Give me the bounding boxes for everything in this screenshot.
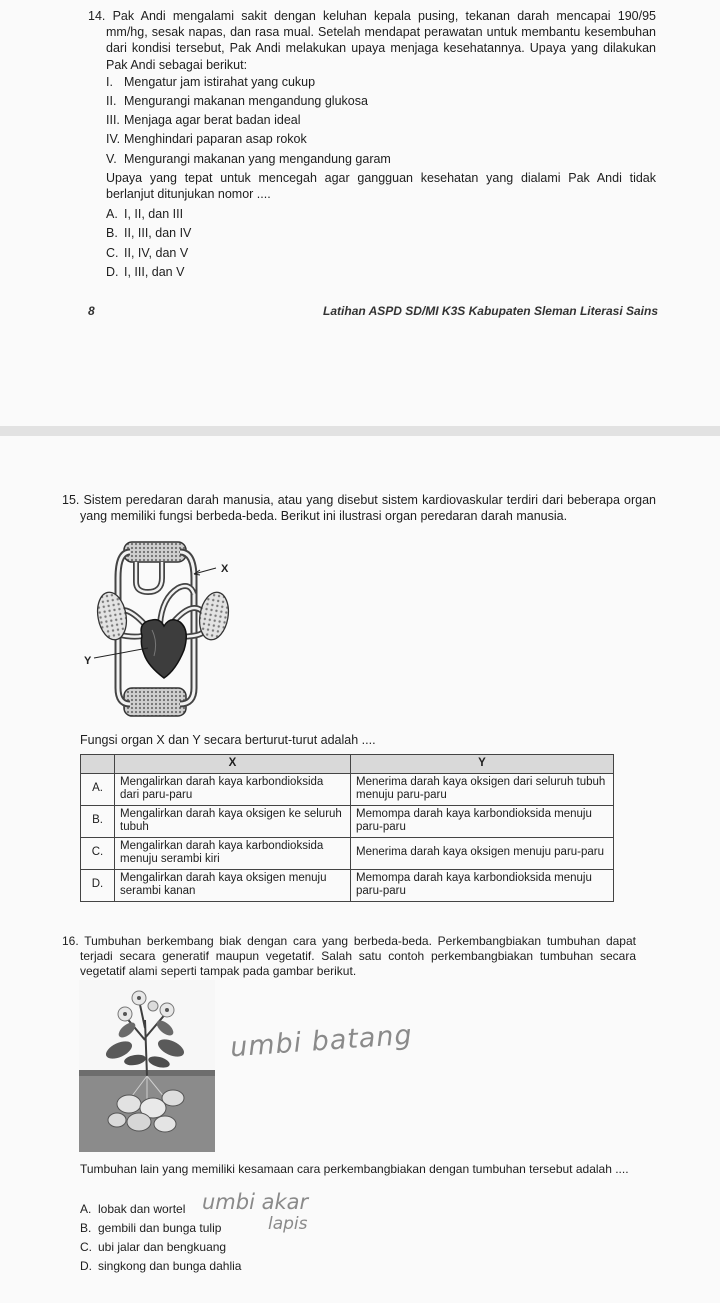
page-divider	[0, 426, 720, 436]
option-a[interactable]: A. I, II, dan III	[106, 207, 184, 222]
table-header-x: X	[115, 755, 351, 774]
question-15	[62, 492, 656, 524]
option-x: Mengalirkan darah kaya karbondioksida menuju serambi kiri	[115, 837, 351, 869]
list-item: IV. Menghindari paparan asap rokok	[106, 132, 307, 147]
tuber	[117, 1095, 141, 1113]
heart	[141, 620, 186, 678]
question-14-prompt: Upaya yang tepat untuk mencegah agar gangguan kesehatan yang dialami Pak Andi tidak berlanjut ditunjukan nomor ....	[106, 170, 656, 202]
head-capillary	[124, 542, 186, 562]
option-c[interactable]: C. II, IV, dan V	[106, 245, 189, 260]
tuber	[162, 1090, 184, 1106]
label-x: X	[221, 563, 229, 575]
question-14	[88, 8, 656, 280]
option-a[interactable]: A. lobak dan wortel	[80, 1202, 186, 1216]
option-y: Memompa darah kaya karbondioksida menuju paru-paru	[351, 869, 614, 901]
page-top	[0, 0, 720, 426]
label-y: Y	[84, 655, 92, 667]
tuber	[154, 1116, 176, 1132]
label-x-line	[194, 568, 216, 574]
table-row[interactable]	[81, 805, 614, 837]
question-16-prompt: Tumbuhan lain yang memiliki kesamaan cara perkembangbiakan dengan tumbuhan tersebut adalah ....	[80, 1162, 629, 1176]
option-x: Mengalirkan darah kaya oksigen ke seluruh tubuh	[115, 805, 351, 837]
option-d[interactable]: D. I, III, dan V	[106, 264, 185, 279]
table-row[interactable]	[81, 773, 614, 805]
list-item: V. Mengurangi makanan yang mengandung garam	[106, 151, 391, 166]
option-b[interactable]: B. II, III, dan IV	[106, 226, 192, 241]
question-16-text: 16. Tumbuhan berkembang biak dengan cara yang berbeda-beda. Perkembangbiakan tumbuhan dapat terjadi secara generatif maupun vegetatif. Salah satu contoh perkembangbiakan tumbuhan secara vegetatif alami seperti tampak pada gambar berikut.	[62, 934, 636, 978]
option-x: Mengalirkan darah kaya oksigen menuju serambi kanan	[115, 869, 351, 901]
option-letter: A.	[81, 773, 115, 805]
option-d[interactable]: D. singkong dan bunga dahlia	[80, 1259, 242, 1273]
handwritten-note-b: lapis	[268, 1214, 308, 1234]
option-y: Memompa darah kaya karbondioksida menuju paru-paru	[351, 805, 614, 837]
question-15-text: 15. Sistem peredaran darah manusia, atau yang disebut sistem kardiovaskular terdiri dari beberapa organ yang memiliki fungsi berbeda-beda. Berikut ini ilustrasi organ peredaran darah manusia.	[62, 493, 656, 524]
question-16	[62, 934, 636, 979]
option-x: Mengalirkan darah kaya karbondioksida dari paru-paru	[115, 773, 351, 805]
table-header-y: Y	[351, 755, 614, 774]
option-letter: B.	[81, 805, 115, 837]
tuber	[127, 1113, 151, 1131]
list-item: III. Menjaga agar berat badan ideal	[106, 113, 301, 128]
list-item: II. Mengurangi makanan mengandung glukosa	[106, 94, 368, 109]
page-number: 8	[88, 304, 95, 318]
option-c[interactable]: C. ubi jalar dan bengkuang	[80, 1240, 227, 1254]
handwritten-annotation: umbi batang	[229, 1019, 414, 1064]
table-row[interactable]	[81, 869, 614, 901]
question-14-items	[88, 74, 656, 280]
option-y: Menerima darah kaya oksigen dari seluruh tubuh menuju paru-paru	[351, 773, 614, 805]
option-letter: D.	[81, 869, 115, 901]
potato-plant-photo	[79, 980, 215, 1152]
footer-title: Latihan ASPD SD/MI K3S Kabupaten Sleman Literasi Sains	[323, 304, 658, 318]
option-b[interactable]: B. gembili dan bunga tulip	[80, 1221, 222, 1235]
table-header-row	[81, 755, 614, 774]
table-header-letter	[81, 755, 115, 774]
question-15-prompt: Fungsi organ X dan Y secara berturut-turut adalah ....	[80, 733, 376, 747]
option-letter: C.	[81, 837, 115, 869]
question-15-options-table	[80, 754, 614, 902]
option-y: Menerima darah kaya oksigen menuju paru-paru	[351, 837, 614, 869]
tuber	[108, 1113, 126, 1127]
question-14-text: 14. Pak Andi mengalami sakit dengan keluhan kepala pusing, tekanan darah mencapai 190/95 mm/hg, sesak napas, dan rasa mual. Setelah mendapat perawatan untuk membantu kesembuhan dari kondisi tersebut, Pak Andi melakukan upaya menjaga kesehatannya. Upaya yang dilakukan Pak Andi sebagai berikut:	[88, 9, 656, 72]
list-item: I. Mengatur jam istirahat yang cukup	[106, 74, 316, 89]
handwritten-note-a: umbi akar	[202, 1190, 309, 1214]
table-row[interactable]	[81, 837, 614, 869]
body-capillary	[124, 688, 186, 716]
circulatory-system-diagram	[78, 538, 258, 724]
